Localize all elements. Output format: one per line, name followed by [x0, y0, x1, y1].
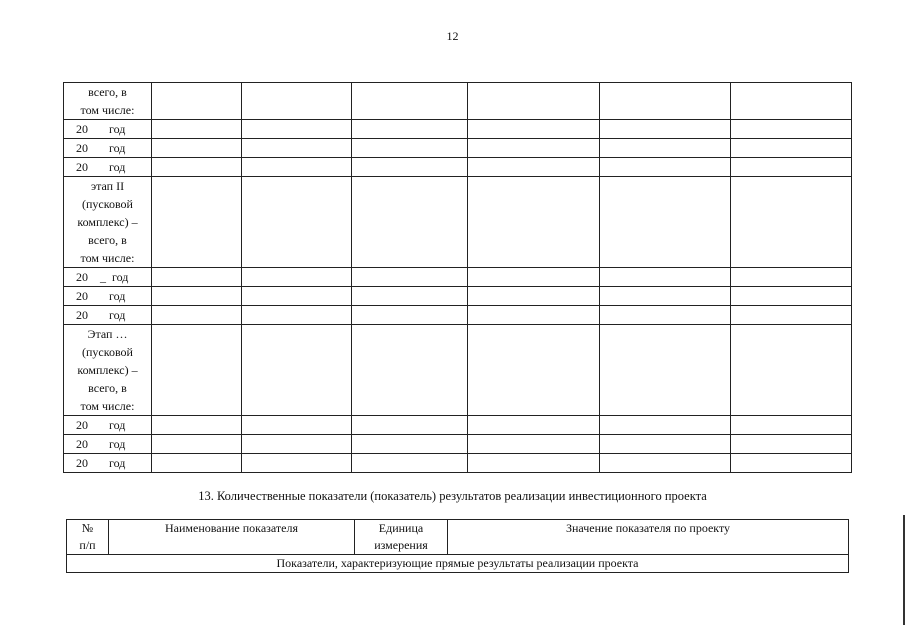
empty-cell [600, 120, 731, 139]
empty-cell [468, 83, 600, 120]
empty-cell [468, 435, 600, 454]
empty-cell [152, 139, 242, 158]
empty-cell [731, 325, 852, 416]
year-row [64, 287, 852, 306]
empty-cell [352, 416, 468, 435]
empty-cell [242, 158, 352, 177]
empty-cell [352, 325, 468, 416]
year-label: 20 год [64, 139, 152, 158]
empty-cell [731, 268, 852, 287]
empty-cell [242, 454, 352, 473]
year-label: 20 _ год [64, 268, 152, 287]
empty-cell [242, 325, 352, 416]
indicators-subheader-row [67, 555, 849, 573]
empty-cell [600, 454, 731, 473]
empty-cell [600, 306, 731, 325]
year-row [64, 158, 852, 177]
empty-cell [468, 416, 600, 435]
empty-cell [152, 177, 242, 268]
year-label: 20 год [64, 158, 152, 177]
stage-label: Этап … (пусковой комплекс) – всего, в том числе: [64, 325, 152, 416]
stage-total-row [64, 325, 852, 416]
empty-cell [731, 158, 852, 177]
empty-cell [600, 158, 731, 177]
empty-cell [731, 177, 852, 268]
year-label: 20 год [64, 306, 152, 325]
empty-cell [600, 325, 731, 416]
year-row [64, 416, 852, 435]
empty-cell [600, 435, 731, 454]
empty-cell [242, 416, 352, 435]
year-row [64, 120, 852, 139]
empty-cell [731, 287, 852, 306]
stage-label: этап II (пусковой комплекс) – всего, в том числе: [64, 177, 152, 268]
header-indicator-name: Наименование показателя [109, 520, 355, 555]
empty-cell [352, 268, 468, 287]
empty-cell [468, 177, 600, 268]
empty-cell [468, 268, 600, 287]
empty-cell [600, 83, 731, 120]
empty-cell [352, 177, 468, 268]
empty-cell [468, 454, 600, 473]
empty-cell [600, 287, 731, 306]
empty-cell [468, 325, 600, 416]
empty-cell [731, 120, 852, 139]
direct-results-subheader: Показатели, характеризующие прямые результаты реализации проекта [67, 555, 849, 573]
year-row [64, 306, 852, 325]
empty-cell [468, 120, 600, 139]
empty-cell [152, 287, 242, 306]
empty-cell [352, 83, 468, 120]
empty-cell [468, 287, 600, 306]
empty-cell [468, 306, 600, 325]
stage-total-row [64, 83, 852, 120]
year-row [64, 268, 852, 287]
empty-cell [152, 268, 242, 287]
year-label: 20 год [64, 120, 152, 139]
empty-cell [352, 306, 468, 325]
empty-cell [242, 177, 352, 268]
year-label: 20 год [64, 435, 152, 454]
empty-cell [600, 416, 731, 435]
empty-cell [600, 268, 731, 287]
empty-cell [242, 268, 352, 287]
empty-cell [242, 120, 352, 139]
stage-total-row [64, 177, 852, 268]
empty-cell [352, 158, 468, 177]
empty-cell [242, 435, 352, 454]
section-13-title: 13. Количественные показатели (показатель) результатов реализации инвестиционного проекта [198, 489, 707, 503]
year-row [64, 454, 852, 473]
year-row [64, 139, 852, 158]
empty-cell [152, 83, 242, 120]
header-unit: Единица измерения [355, 520, 448, 555]
year-label: 20 год [64, 454, 152, 473]
empty-cell [731, 306, 852, 325]
empty-cell [242, 287, 352, 306]
empty-cell [152, 325, 242, 416]
empty-cell [352, 287, 468, 306]
empty-cell [352, 435, 468, 454]
empty-cell [352, 120, 468, 139]
empty-cell [152, 120, 242, 139]
empty-cell [731, 416, 852, 435]
stage-label: всего, в том числе: [64, 83, 152, 120]
funding-stages-table [63, 82, 852, 473]
empty-cell [152, 454, 242, 473]
empty-cell [242, 83, 352, 120]
header-project-value: Значение показателя по проекту [448, 520, 849, 555]
empty-cell [352, 454, 468, 473]
empty-cell [242, 306, 352, 325]
empty-cell [731, 83, 852, 120]
empty-cell [468, 158, 600, 177]
empty-cell [600, 139, 731, 158]
indicators-table [66, 519, 849, 573]
empty-cell [352, 139, 468, 158]
empty-cell [731, 454, 852, 473]
year-label: 20 год [64, 287, 152, 306]
empty-cell [242, 139, 352, 158]
page-number: 12 [446, 29, 459, 43]
year-row [64, 435, 852, 454]
header-number: № п/п [67, 520, 109, 555]
indicators-header-row [67, 520, 849, 555]
empty-cell [152, 158, 242, 177]
empty-cell [600, 177, 731, 268]
empty-cell [152, 435, 242, 454]
empty-cell [731, 139, 852, 158]
empty-cell [152, 306, 242, 325]
empty-cell [152, 416, 242, 435]
year-label: 20 год [64, 416, 152, 435]
empty-cell [731, 435, 852, 454]
empty-cell [468, 139, 600, 158]
